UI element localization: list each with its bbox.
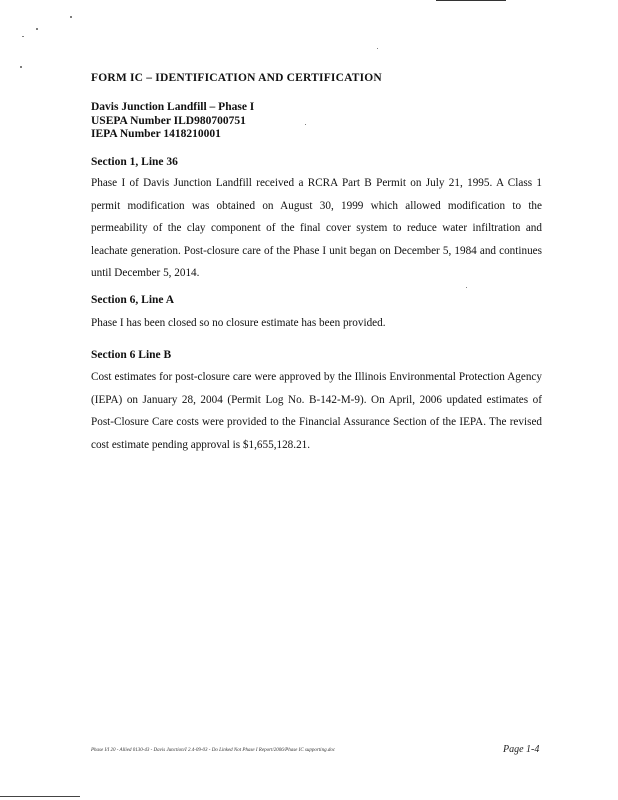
section-heading-2: Section 6, Line A	[91, 294, 175, 306]
form-title: FORM IC – IDENTIFICATION AND CERTIFICATION	[91, 72, 382, 84]
section-body-2: Phase I has been closed so no closure estimate has been provided.	[91, 317, 386, 329]
bottom-scan-mark	[0, 796, 80, 797]
scan-speck	[22, 36, 24, 37]
scan-speck	[70, 16, 72, 18]
footer-file-path: Phase I/I 20 - Allied 0130-43 - Davis Junction/I 2.4-09-03 - Do Linked Not Phase I Report/2006/Phase IC supporting.doc	[91, 748, 336, 753]
scan-speck	[305, 124, 306, 125]
footer-page-number: Page 1-4	[503, 744, 540, 755]
facility-name: Davis Junction Landfill – Phase I	[91, 101, 255, 113]
top-scan-mark	[436, 0, 506, 1]
facility-block	[91, 101, 254, 142]
scan-speck	[20, 66, 22, 68]
iepa-number: IEPA Number 1418210001	[91, 128, 221, 140]
usepa-number: USEPA Number ILD980700751	[91, 114, 246, 127]
section-heading-3: Section 6 Line B	[91, 349, 172, 361]
scan-speck	[377, 48, 378, 49]
scan-speck	[466, 287, 467, 288]
section-body-1: Phase I of Davis Junction Landfill received a RCRA Part B Permit on July 21, 1995. A Class 1 permit modification was obtained on August 30, 1999 which allowed modification to the permeability of the clay component of the final cover system to reduce water infiltration and leachate generation. Post-closure care of the Phase I unit began on December 5, 1984 and continues until December 5, 2014.	[91, 177, 542, 280]
section-body-3: Cost estimates for post-closure care were approved by the Illinois Environmental Protection Agency (IEPA) on January 28, 2004 (Permit Log No. B-142-M-9). On April, 2006 updated estimates of Post-Closure Care costs were provided to the Financial Assurance Section of the IEPA. The revised cost estimate pending approval is $1,655,128.21.	[91, 371, 542, 451]
section-heading-1: Section 1, Line 36	[91, 156, 178, 168]
scan-speck	[36, 28, 38, 30]
